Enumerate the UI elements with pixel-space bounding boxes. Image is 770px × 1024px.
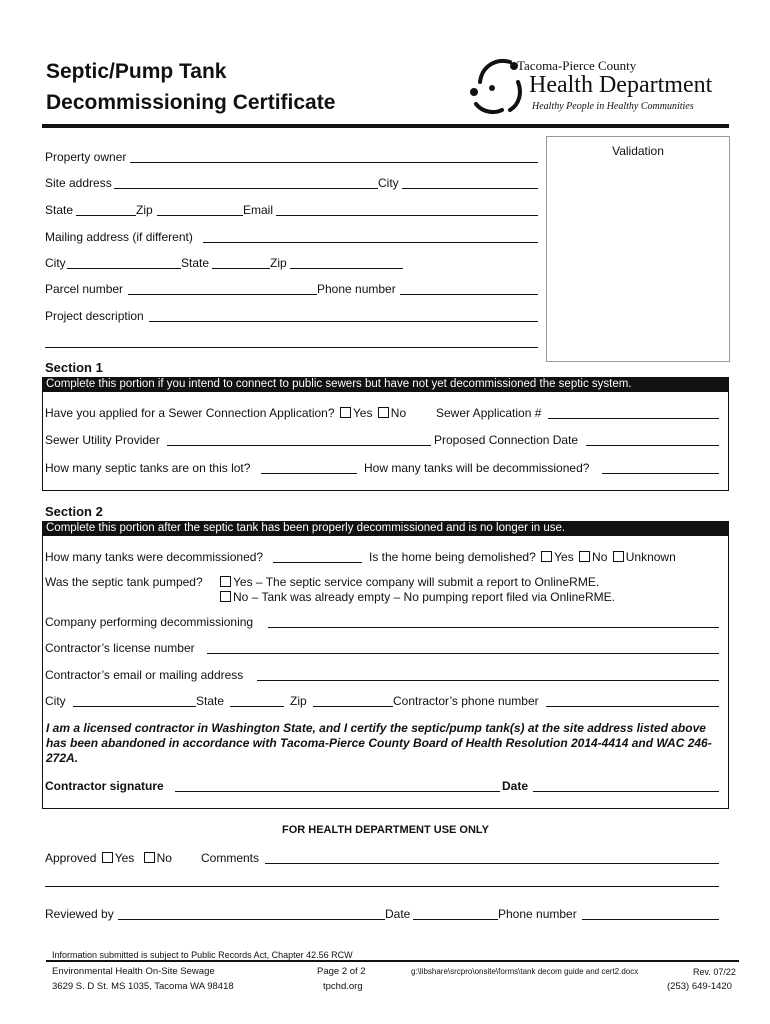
sewer-application-question [45, 406, 406, 420]
parcel-number-field[interactable] [128, 294, 317, 295]
company-label: Company performing decommissioning [45, 615, 254, 629]
demolished-no-label: No [592, 550, 608, 564]
signature-label: Contractor signature [45, 779, 164, 793]
mailing-address-field[interactable] [203, 242, 538, 243]
section-2-banner: Complete this portion after the septic tank has been properly decommissioned and is no longer in use. [42, 521, 729, 536]
phone-number-field[interactable] [400, 294, 538, 295]
contractor-city-label: City [45, 694, 66, 708]
comments-field[interactable] [265, 863, 719, 864]
mailing-state-field[interactable] [212, 268, 270, 269]
reviewed-date-field[interactable] [413, 919, 498, 920]
state-label: State [45, 203, 74, 217]
license-label: Contractor’s license number [45, 641, 195, 655]
contractor-address-field[interactable] [257, 680, 719, 681]
state-field[interactable] [76, 215, 136, 216]
footer-website: tpchd.org [323, 981, 363, 992]
signature-field[interactable] [175, 791, 500, 792]
contractor-phone-field[interactable] [546, 706, 719, 707]
sewer-provider-label: Sewer Utility Provider [45, 433, 160, 447]
file-path: g:\libshare\srcpro\onsite\forms\tank decom guide and cert2.docx [411, 967, 639, 976]
project-description-field-2[interactable] [45, 347, 538, 348]
certification-statement: I am a licensed contractor in Washington State, and I certify the septic/pump tank(s) at the site address listed above has been abandoned in accordance with Tacoma-Pierce County Board of Health Resolution 2014-4414 and WAC 246-272A. [46, 721, 712, 765]
tanks-to-decommission-label: How many tanks will be decommissioned? [364, 461, 590, 475]
property-owner-label: Property owner [45, 150, 127, 164]
mailing-state-label: State [181, 256, 210, 270]
logo-tagline: Healthy People in Healthy Communities [532, 101, 694, 112]
footer-org: Environmental Health On-Site Sewage [52, 966, 215, 977]
contractor-city-field[interactable] [73, 706, 196, 707]
reviewed-phone-label: Phone number [498, 907, 577, 921]
title-line-1: Septic/Pump Tank [46, 60, 227, 83]
tanks-decommissioned-label: How many tanks were decommissioned? [45, 550, 264, 564]
home-demolished-question [369, 550, 676, 564]
footer-address: 3629 S. D St. MS 1035, Tacoma WA 98418 [52, 981, 234, 992]
proposed-date-label: Proposed Connection Date [434, 433, 579, 447]
contractor-state-field[interactable] [230, 706, 284, 707]
footer-phone: (253) 649-1420 [667, 981, 732, 992]
sewer-app-yes-label: Yes [352, 406, 373, 420]
sewer-app-yes-checkbox[interactable] [340, 407, 351, 418]
pumped-no-checkbox[interactable] [220, 591, 231, 602]
pumped-yes-option [218, 575, 599, 589]
mailing-city-field[interactable] [67, 268, 181, 269]
reviewed-by-field[interactable] [118, 919, 385, 920]
approved-no-checkbox[interactable] [144, 852, 155, 863]
contractor-zip-field[interactable] [313, 706, 393, 707]
property-owner-field[interactable] [130, 162, 538, 163]
company-field[interactable] [268, 627, 719, 628]
tank-pumped-label: Was the septic tank pumped? [45, 575, 203, 589]
demolished-yes-label: Yes [554, 550, 574, 564]
signature-date-field[interactable] [533, 791, 719, 792]
contractor-zip-label: Zip [290, 694, 307, 708]
pumped-yes-checkbox[interactable] [220, 576, 231, 587]
pumped-no-option [218, 590, 615, 604]
validation-box [546, 136, 730, 362]
revision: Rev. 07/22 [693, 967, 736, 977]
validation-label: Validation [612, 144, 664, 158]
comments-field-2[interactable] [45, 886, 719, 887]
approved-yes-checkbox[interactable] [102, 852, 113, 863]
project-description-field[interactable] [149, 321, 538, 322]
mailing-zip-field[interactable] [290, 268, 403, 269]
logo-department: Health Department [529, 72, 713, 98]
logo-county: Tacoma-Pierce County [517, 58, 637, 73]
reviewed-by-label: Reviewed by [45, 907, 114, 921]
page-title [46, 56, 406, 118]
approved-yes-label: Yes [114, 851, 135, 865]
mailing-zip-label: Zip [270, 256, 287, 270]
page-number: Page 2 of 2 [317, 966, 366, 977]
section-1-title: Section 1 [45, 360, 103, 375]
phone-number-label: Phone number [317, 282, 396, 296]
sewer-application-question-text: Have you applied for a Sewer Connection Application? [45, 406, 335, 420]
zip-field[interactable] [157, 215, 243, 216]
demolished-no-checkbox[interactable] [579, 551, 590, 562]
email-label: Email [243, 203, 274, 217]
email-field[interactable] [276, 215, 538, 216]
approved-no-label: No [156, 851, 172, 865]
section-2-title: Section 2 [45, 504, 103, 519]
demolished-unknown-checkbox[interactable] [613, 551, 624, 562]
contractor-address-label: Contractor’s email or mailing address [45, 668, 244, 682]
zip-label: Zip [136, 203, 153, 217]
pumped-no-label: No – Tank was already empty – No pumping report filed via OnlineRME. [233, 590, 615, 604]
health-department-logo [466, 52, 726, 118]
approved-label: Approved [45, 851, 97, 865]
contractor-phone-label: Contractor’s phone number [393, 694, 539, 708]
section-1-banner: Complete this portion if you intend to connect to public sewers but have not yet decommissioned the septic system. [42, 377, 729, 392]
sewer-provider-field[interactable] [167, 445, 431, 446]
title-line-2: Decommissioning Certificate [46, 91, 336, 114]
proposed-date-field[interactable] [586, 445, 719, 446]
signature-date-label: Date [502, 779, 529, 793]
license-field[interactable] [207, 653, 719, 654]
tanks-to-decommission-field[interactable] [602, 473, 719, 474]
contractor-state-label: State [196, 694, 225, 708]
site-city-field[interactable] [402, 188, 538, 189]
reviewed-date-label: Date [385, 907, 411, 921]
home-demolished-text: Is the home being demolished? [369, 550, 536, 564]
site-address-label: Site address [45, 176, 112, 190]
tanks-on-lot-field[interactable] [261, 473, 357, 474]
sewer-app-no-label: No [390, 406, 407, 420]
office-use-heading: FOR HEALTH DEPARTMENT USE ONLY [282, 824, 489, 836]
demolished-yes-checkbox[interactable] [541, 551, 552, 562]
reviewed-phone-field[interactable] [582, 919, 719, 920]
approved-row [45, 851, 172, 865]
comments-label: Comments [201, 851, 260, 865]
demolished-unknown-label: Unknown [625, 550, 676, 564]
tanks-decommissioned-field[interactable] [273, 562, 362, 563]
mailing-address-label: Mailing address (if different) [45, 230, 193, 244]
header-rule [42, 124, 729, 128]
sewer-app-no-checkbox[interactable] [378, 407, 389, 418]
site-address-field[interactable] [114, 188, 378, 189]
sewer-application-number-label: Sewer Application # [436, 406, 542, 420]
project-description-label: Project description [45, 309, 144, 323]
parcel-number-label: Parcel number [45, 282, 124, 296]
sewer-application-number-field[interactable] [548, 418, 719, 419]
public-records-notice: Information submitted is subject to Public Records Act, Chapter 42.56 RCW [52, 950, 353, 960]
site-city-label: City [378, 176, 399, 190]
footer-rule [46, 960, 739, 962]
mailing-city-label: City [45, 256, 66, 270]
pumped-yes-label: Yes – The septic service company will submit a report to OnlineRME. [233, 575, 600, 589]
tanks-on-lot-label: How many septic tanks are on this lot? [45, 461, 251, 475]
